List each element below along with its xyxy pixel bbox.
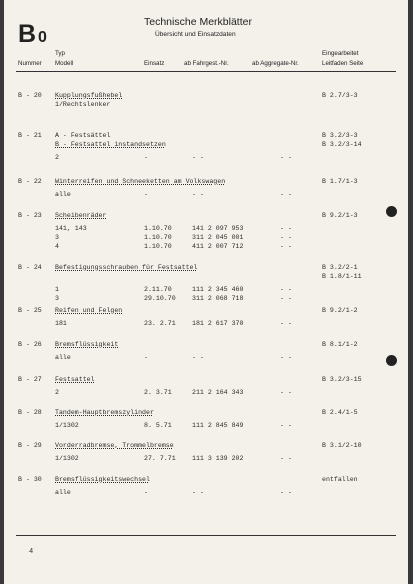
entry-model: 1/1302 <box>55 422 79 429</box>
entry-reference: B 1.7/1-3 <box>322 178 358 185</box>
entry-title: Bremsflüssigkeit <box>55 341 119 348</box>
entry-aggregate: - - <box>280 286 292 293</box>
entry-aggregate: - - <box>280 455 292 462</box>
entry-fahrgest: 411 2 007 712 <box>192 243 244 250</box>
entry-model: 181 <box>55 320 67 327</box>
entry-fahrgest: 111 2 345 460 <box>192 286 244 293</box>
col-eingearbeitet: Eingearbeitet <box>322 50 359 57</box>
entry-aggregate: - - <box>280 243 292 250</box>
code-suffix: 0 <box>38 29 47 46</box>
entry-number: B - 24 <box>18 264 42 271</box>
entry-reference: B 3.2/3-3 <box>322 132 358 139</box>
entry-reference: B 2.4/1-5 <box>322 409 358 416</box>
entry-aggregate: - - <box>280 422 292 429</box>
entry-einsatz: 2.11.70 <box>144 286 172 293</box>
entry-number: B - 26 <box>18 341 42 348</box>
entry-title: Befestigungsschrauben für Festsattel <box>55 264 198 271</box>
entry-einsatz: - <box>144 489 148 496</box>
entry-number: B - 27 <box>18 376 42 383</box>
entry-model: 4 <box>55 243 59 250</box>
entry-title: 1/Rechtslenker <box>55 101 111 108</box>
col-leitfaden: Leitfaden Seite <box>322 60 364 67</box>
entry-fahrgest: 141 2 097 953 <box>192 225 244 232</box>
entry-model: alle <box>55 354 71 361</box>
entry-einsatz: 1.10.70 <box>144 243 172 250</box>
entry-reference: B 9.2/1-3 <box>322 212 358 219</box>
col-aggregate: ab Aggregate-Nr. <box>252 60 299 67</box>
entry-fahrgest: 311 2 068 718 <box>192 295 244 302</box>
entry-fahrgest: 111 2 845 849 <box>192 422 244 429</box>
entry-model: 1/1302 <box>55 455 79 462</box>
entry-reference: B 3.2/3-15 <box>322 376 362 383</box>
entry-title: Reifen und Felgen <box>55 307 123 314</box>
entry-fahrgest: 181 2 617 370 <box>192 320 244 327</box>
entry-title: Vorderradbremse, Trommelbremse <box>55 442 174 449</box>
entry-title: Bremsflüssigkeitswechsel <box>55 476 150 483</box>
entry-einsatz: - <box>144 191 148 198</box>
entry-einsatz: 1.10.70 <box>144 225 172 232</box>
entry-title: A - Festsättel <box>55 132 111 139</box>
entry-reference: B 1.8/1-11 <box>322 273 362 280</box>
entry-reference: B 3.1/2-10 <box>322 442 362 449</box>
entry-einsatz: 8. 5.71 <box>144 422 172 429</box>
entry-model: 141, 143 <box>55 225 87 232</box>
entry-reference: entfallen <box>322 476 358 483</box>
entry-aggregate: - - <box>280 225 292 232</box>
entry-number: B - 28 <box>18 409 42 416</box>
entry-model: alle <box>55 191 71 198</box>
document-title: Technische Merkblätter <box>144 16 252 28</box>
entry-title: Scheibenräder <box>55 212 107 219</box>
entry-aggregate: - - <box>280 320 292 327</box>
entry-aggregate: - - <box>280 489 292 496</box>
entry-aggregate: - - <box>280 234 292 241</box>
document-page <box>4 0 408 584</box>
col-nummer: Nummer <box>18 60 42 67</box>
entry-aggregate: - - <box>280 295 292 302</box>
entry-reference: B 2.7/3-3 <box>322 92 358 99</box>
punch-hole-top <box>386 206 397 217</box>
entry-model: 2 <box>55 389 59 396</box>
punch-hole-bottom <box>386 355 397 366</box>
entry-aggregate: - - <box>280 389 292 396</box>
entry-einsatz: - <box>144 154 148 161</box>
col-modell: Modell <box>55 60 74 67</box>
header-rule <box>16 71 396 72</box>
entry-einsatz: 1.10.70 <box>144 234 172 241</box>
code-letter: B <box>18 20 37 48</box>
entry-number: B - 23 <box>18 212 42 219</box>
entry-number: B - 22 <box>18 178 42 185</box>
entry-aggregate: - - <box>280 154 292 161</box>
entry-fahrgest: 311 2 045 001 <box>192 234 244 241</box>
entry-model: 3 <box>55 295 59 302</box>
footer-rule <box>16 535 396 536</box>
entry-reference: B 8.1/1-2 <box>322 341 358 348</box>
entry-reference: B 9.2/1-2 <box>322 307 358 314</box>
entry-aggregate: - - <box>280 354 292 361</box>
entry-einsatz: 27. 7.71 <box>144 455 176 462</box>
entry-reference: B 3.2/3-14 <box>322 141 362 148</box>
entry-title: Tandem-Hauptbremszylinder <box>55 409 154 416</box>
page-number: 4 <box>29 548 34 556</box>
entry-title: Kupplungsfußhebel <box>55 92 123 99</box>
entry-title: Winterreifen und Schneeketten am Volkswagen <box>55 178 226 185</box>
entry-aggregate: - - <box>280 191 292 198</box>
entry-fahrgest: - - <box>192 154 204 161</box>
entry-title: B - Festsattel instandsetzen <box>55 141 166 148</box>
entry-number: B - 25 <box>18 307 42 314</box>
entry-einsatz: - <box>144 354 148 361</box>
entry-number: B - 21 <box>18 132 42 139</box>
entry-einsatz: 2. 3.71 <box>144 389 172 396</box>
col-fahrgest: ab Fahrgest.-Nr. <box>184 60 229 67</box>
entry-model: alle <box>55 489 71 496</box>
entry-number: B - 29 <box>18 442 42 449</box>
entry-einsatz: 29.10.70 <box>144 295 176 302</box>
entry-reference: B 3.2/2-1 <box>322 264 358 271</box>
document-subtitle: Übersicht und Einsatzdaten <box>155 31 236 38</box>
entry-fahrgest: 111 3 139 202 <box>192 455 244 462</box>
entry-fahrgest: - - <box>192 191 204 198</box>
entry-fahrgest: - - <box>192 354 204 361</box>
entry-model: 1 <box>55 286 59 293</box>
entry-number: B - 30 <box>18 476 42 483</box>
col-einsatz: Einsatz <box>144 60 165 67</box>
entry-model: 3 <box>55 234 59 241</box>
entry-einsatz: 23. 2.71 <box>144 320 176 327</box>
entry-fahrgest: 211 2 164 343 <box>192 389 244 396</box>
entry-title: Festsattel <box>55 376 95 383</box>
entry-model: 2 <box>55 154 59 161</box>
entry-number: B - 20 <box>18 92 42 99</box>
entry-fahrgest: - - <box>192 489 204 496</box>
col-typ: Typ <box>55 50 65 57</box>
